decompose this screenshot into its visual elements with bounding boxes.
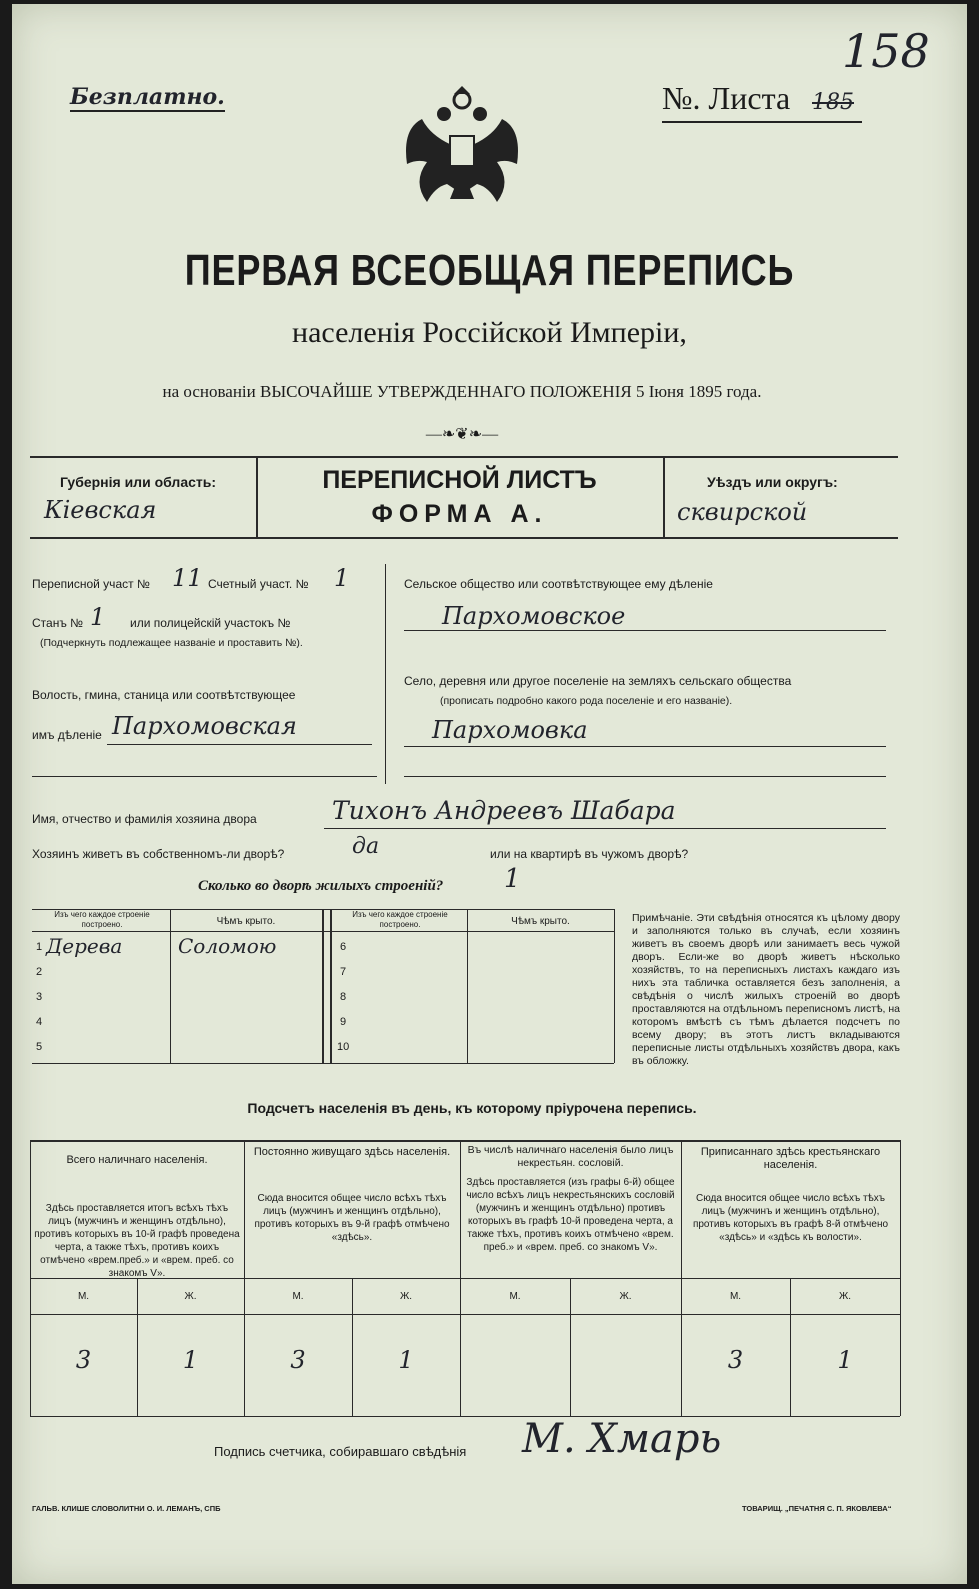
count-district-value: 1 [334, 564, 350, 592]
volost-label-2: имъ дѣленіе [32, 728, 102, 742]
census-sheet [12, 4, 967, 1584]
row-number: 7 [340, 966, 347, 978]
count-col4-male: 3 [727, 1346, 744, 1374]
main-title: ПЕРВАЯ ВСЕОБЩАЯ ПЕРЕПИСЬ [184, 246, 795, 295]
stan-note: (Подчеркнуть подлежащее названіе и проставить №). [40, 637, 303, 649]
district-value: сквирской [677, 498, 808, 526]
row-number: 6 [340, 941, 347, 953]
row-number: 9 [340, 1016, 347, 1028]
district-label: Уѣздъ или округъ: [707, 474, 838, 490]
note-text: Примѣчаніе. Эти свѣдѣнія относятся къ цѣлому двору и заполняются только въ случаѣ, если хозяинъ живетъ въ своемъ дворѣ или занимаетъ весь чужой дворъ. Если-же во дворѣ живетъ нѣсколько хозяйствъ, то на переписныхъ листахъ каждаго изъ нихъ эта табличка оставляется безъ заполненія, а свѣдѣнія о числѣ жилыхъ строеній во дворѣ проставляются на отдѣльномъ переписномъ листѣ, на которомъ вмѣстѣ съ тѣмъ дѣлается подсчетъ по всему двору; въ этотъ листъ вкладываются переписные листы отдѣльныхъ хозяйствъ двора, какъ въ обложку. [632, 912, 900, 1067]
sheet-number-value: 185 [812, 90, 854, 115]
free-label: Безплатно. [70, 84, 225, 110]
male-header: М. [77, 1291, 90, 1302]
society-underline [404, 630, 886, 631]
row-number: 8 [340, 991, 347, 1003]
subtitle: населенія Россійской Имперіи, [292, 316, 687, 349]
buildings-value: 1 [504, 864, 521, 894]
village-value: Пархомовка [432, 716, 588, 744]
census-district-value: 11 [172, 564, 203, 592]
row-number: 2 [36, 966, 43, 978]
volost-label: Волость, гмина, станица или соотвѣтствующее [32, 688, 296, 702]
count-col3-desc: Здѣсь проставляется (изъ графы 6-й) общее число всѣхъ лицъ некрестьянскихъ сословій (мужчинъ и женщинъ отдѣльно) противъ которыхъ въ графѣ 10-й проведена черта, а также тѣхъ, противъ коихъ отмѣчено «врем. преб.» и «врем. преб. со знакомъ V». [466, 1177, 675, 1253]
count-col2-male: 3 [290, 1346, 306, 1374]
roof-header-left: Чѣмъ крыто. [216, 916, 276, 927]
row1-material: Дерева [46, 934, 123, 958]
form-title: ПЕРЕПИСНОЙ ЛИСТЪ [322, 466, 597, 494]
row-number: 5 [36, 1041, 43, 1053]
owner-name-label: Имя, отчество и фамилія хозяина двора [32, 812, 257, 826]
male-header: М. [509, 1291, 521, 1302]
page-number: 158 [842, 24, 930, 78]
row-number: 3 [36, 991, 43, 1003]
sheet-number-underline [662, 121, 862, 123]
left-block-bottom-line [32, 776, 377, 777]
footer-right: ТОВАРИЩ. „ПЕЧАТНЯ С. П. ЯКОВЛЕВА“ [742, 1504, 892, 1513]
owner-name-value: Тихонъ Андреевъ Шабара [332, 796, 676, 825]
material-header-right: Изъ чего каждое строеніе построено. [352, 910, 448, 929]
count-col3-head: Въ числѣ наличнаго населенія было лицъ некрестьян. сословій. [467, 1144, 674, 1169]
row-number: 4 [36, 1016, 43, 1028]
count-district-label: Счетный участ. № [208, 577, 309, 591]
imperial-eagle-emblem [392, 74, 532, 224]
form-header-divider-right [663, 456, 665, 537]
signature-label: Подпись счетчика, собиравшаго свѣдѣнія [214, 1444, 467, 1459]
count-col4-head: Приписаннаго здѣсь крестьянскаго населенія. [700, 1146, 881, 1171]
footer-left: ГАЛЬВ. КЛИШЕ СЛОВОЛИТНИ О. И. ЛЕМАНЪ, СПБ [32, 1504, 221, 1513]
ornament-divider: —❧❦❧— [425, 426, 499, 443]
province-value: Кіевская [44, 496, 157, 524]
block-divider [385, 564, 386, 784]
province-label: Губернія или область: [60, 474, 217, 490]
village-note: (прописать подробно какого рода поселеніе и его названіе). [440, 695, 733, 707]
male-header: М. [729, 1291, 742, 1302]
form-subtitle: ФОРМА А. [371, 500, 548, 528]
count-col2-female: 1 [398, 1346, 414, 1374]
volost-underline [107, 744, 372, 745]
stan-label: Станъ № [32, 616, 84, 630]
village-underline [404, 746, 886, 747]
row1-roof: Соломою [178, 934, 277, 958]
count-col1-male: 3 [75, 1346, 92, 1374]
count-col1-head: Всего наличнаго населенія. [66, 1154, 208, 1166]
row-number: 10 [337, 1041, 350, 1053]
own-yard-value: да [352, 834, 380, 859]
society-value: Пархомовское [442, 602, 626, 630]
buildings-label: Сколько во дворѣ жилыхъ строеній? [198, 878, 444, 894]
form-header-top-rule [30, 456, 898, 458]
sheet-number-label: №. Листа [662, 80, 791, 116]
stan-value: 1 [90, 603, 106, 631]
rent-label: или на квартирѣ въ чужомъ дворѣ? [490, 847, 689, 861]
count-section-title: Подсчетъ населенія въ день, къ которому пріурочена перепись. [247, 1100, 697, 1116]
census-district-label: Переписной участ № [32, 577, 150, 591]
own-yard-label: Хозяинъ живетъ въ собственномъ-ли дворѣ? [32, 847, 285, 861]
female-header: Ж. [838, 1291, 851, 1302]
female-header: Ж. [619, 1291, 632, 1302]
legal-basis: на основаніи ВЫСОЧАЙШЕ УТВЕРЖДЕННАГО ПОЛОЖЕНІЯ 5 Іюня 1895 года. [162, 382, 762, 401]
male-header: М. [292, 1291, 304, 1302]
signature-value: М. Хмарь [522, 1416, 722, 1462]
form-header-bottom-rule [30, 537, 898, 539]
society-label: Сельское общество или соотвѣтствующее ему дѣленіе [404, 577, 713, 591]
count-col2-desc: Сюда вносится общее число всѣхъ тѣхъ лицъ (мужчинъ и женщинъ отдѣльно), противъ которыхъ въ 9-й графѣ отмѣчено «здѣсь». [254, 1193, 450, 1243]
count-col1-female: 1 [182, 1346, 199, 1374]
row-number: 1 [36, 941, 43, 953]
count-col4-female: 1 [837, 1346, 853, 1374]
village-label: Село, деревня или другое поселеніе на земляхъ сельскаго общества [404, 674, 792, 688]
owner-name-underline [324, 828, 886, 829]
volost-value: Пархомовская [112, 712, 297, 740]
roof-header-right: Чѣмъ крыто. [511, 916, 570, 927]
female-header: Ж. [184, 1291, 197, 1302]
female-header: Ж. [399, 1291, 412, 1302]
right-block-bottom-line [404, 776, 886, 777]
count-col4-desc: Сюда вносится общее число всѣхъ тѣхъ лицъ (мужчинъ и женщинъ отдѣльно), противъ которыхъ въ графѣ 8-й отмѣчено «здѣсь» и «здѣсь къ волости». [692, 1193, 889, 1243]
police-district-label: или полицейскій участокъ № [130, 616, 291, 630]
material-header-left: Изъ чего каждое строеніе построено. [54, 910, 150, 929]
count-col2-head: Постоянно живущаго здѣсь населенія. [253, 1146, 451, 1158]
count-col1-desc: Здѣсь проставляется итогъ всѣхъ тѣхъ лицъ (мужчинъ и женщинъ отдѣльно), противъ которыхъ въ 10-й графѣ проведена черта, а также тѣхъ, противъ коихъ отмѣчено «врем.преб.» и «врем. преб. со знакомъ V». [34, 1203, 240, 1279]
